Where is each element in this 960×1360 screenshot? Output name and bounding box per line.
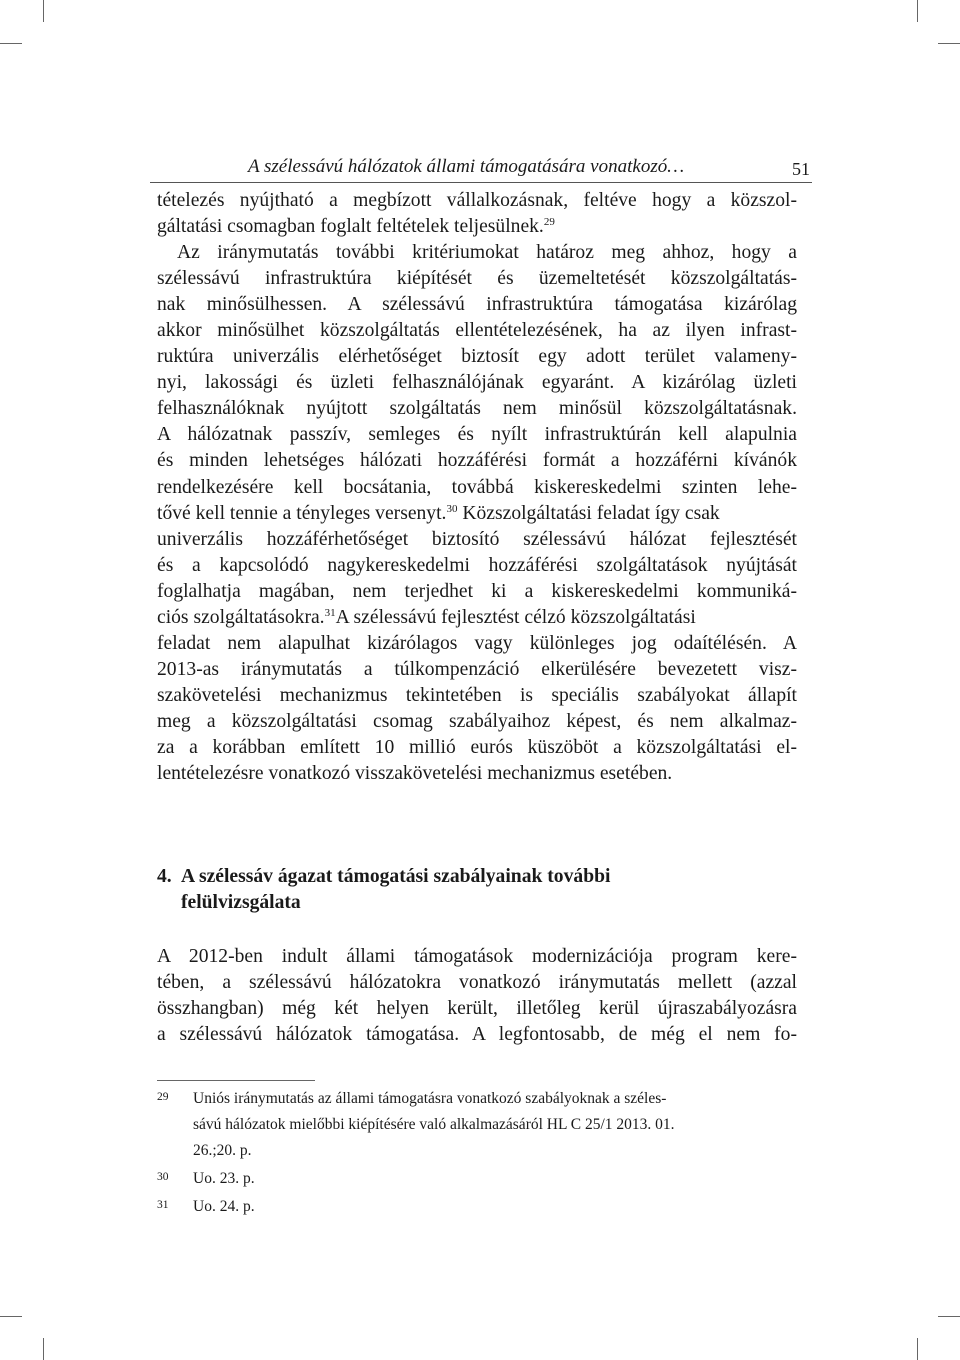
footnote-31 [157,1194,797,1220]
footnote-ref-29[interactable]: 29 [543,216,555,229]
crop-mark [43,0,44,22]
running-title: A szélessávú hálózatok állami támogatására vonatkozó… [248,156,685,177]
footnote-number: 29 [157,1091,169,1103]
text-line: és a kapcsolódó nagykereskedelmi hozzáférési szolgáltatások nyújtását [157,554,797,576]
crop-mark [43,1338,44,1360]
text-line: szélessávú infrastruktúra kiépítését és üzemeltetését közszolgáltatás- [157,268,797,290]
crop-mark [0,43,22,44]
text-line: ciós szolgáltatásokra.$^{31}$A szélessávú fejlesztést célzó közszolgáltatási [157,606,696,628]
text-line: gáltatási csomagban foglalt feltételek teljesülnek.$^{29}$ [157,216,555,238]
text-line: és minden lehetséges hálózati hozzáférési formát a hozzáférni kívánók [157,450,797,472]
running-header [150,154,812,180]
body-text [157,188,797,787]
text-line: felhasználóknak nyújtott szolgáltatás nem minősül közszolgáltatásnak. [157,398,797,420]
footnote-line: Uo. 23. p. [193,1170,255,1187]
footnote-29 [157,1086,797,1164]
text-line: A hálózatnak passzív, semleges és nyílt infrastruktúrán kell alapulnia [157,424,797,446]
crop-mark [938,1316,960,1317]
text-line: univerzális hozzáférhetőséget biztosító szélessávú hálózat fejlesztését [157,528,797,550]
text-line: tételezés nyújtható a megbízott vállalkozásnak, feltéve hogy a közszol- [157,190,797,211]
header-rule [150,182,812,183]
text-line: a szélessávú hálózatok támogatása. A legfontosabb, de még el nem fo- [157,1024,797,1046]
text-line: szakövetelési mechanizmus tekintetében is speciális szabályokat állapít [157,684,797,706]
text-line: Az iránymutatás további kritériumokat határoz meg ahhoz, hogy a [177,242,797,264]
text-line: meg a közszolgáltatási csomag szabályaihoz képest, és nem alkalmaz- [157,710,797,732]
footnote-number: 31 [157,1199,169,1211]
text-line: nak minősülhessen. A szélessávú infrastruktúra támogatása kizárólag [157,294,797,316]
text-line: rendelkezésére kell bocsátania, továbbá kiskereskedelmi szinten lehe- [157,476,797,498]
text-line: nyi, lakossági és üzleti felhasználójának egyaránt. A kizárólag üzleti [157,372,797,394]
text-line: akkor minősülhet közszolgáltatás ellentételezésének, ha az ilyen infrast- [157,320,797,342]
text-line: lentételezésre vonatkozó visszakövetelési mechanizmus esetében. [157,763,673,785]
crop-mark [917,0,918,22]
text-line: ruktúra univerzális elérhetőséget biztosít egy adott terület valameny- [157,346,797,368]
footnote-ref-30[interactable]: 30 [446,502,458,515]
footnote-separator [157,1080,315,1081]
footnote-line: Uo. 24. p. [193,1198,255,1215]
footnote-30 [157,1166,797,1192]
text-line: tében, a szélessávú hálózatokra vonatkozó iránymutatás mellett (azzal [157,972,797,994]
footnote-ref-31[interactable]: 31 [324,606,336,619]
footnote-line: sávú hálózatok mielőbbi kiépítésére való alkalmazásáról HL C 25/1 2013. 01. [193,1116,675,1133]
section-number: 4. [157,866,172,887]
page-number: 51 [792,159,810,179]
text-line: za a korábban említett 10 millió eurós küszöböt a közszolgáltatási el- [157,736,797,758]
crop-mark [917,1338,918,1360]
text-line: foglalhatja magában, nem terjedhet ki a kiskereskedelmi kommuniká- [157,580,797,602]
text-line: összhangban) még két helyen került, illetőleg kerül újraszabályozásra [157,998,797,1020]
section-text [157,944,797,1048]
text-line: 2013-as iránymutatás a túlkompenzáció elkerülésére bevezetett visz- [157,658,797,680]
text-line: A 2012-ben indult állami támogatások modernizációja program kere- [157,946,797,967]
crop-mark [938,43,960,44]
footnotes [157,1086,797,1220]
footnote-number: 30 [157,1171,169,1183]
crop-mark [0,1316,22,1317]
footnote-line: 26.;20. p. [193,1142,252,1159]
section-title: A szélessáv ágazat támogatási szabályainak további felülvizsgálata [181,866,611,913]
text-line: feladat nem alapulhat kizárólagos vagy különleges jog odaítélésén. A [157,632,797,654]
text-line: tővé kell tennie a tényleges versenyt.$^{30}$ Közszolgáltatási feladat így csak [157,502,720,524]
footnote-line: Uniós iránymutatás az állami támogatásra vonatkozó szabályoknak a széles- [193,1090,667,1107]
